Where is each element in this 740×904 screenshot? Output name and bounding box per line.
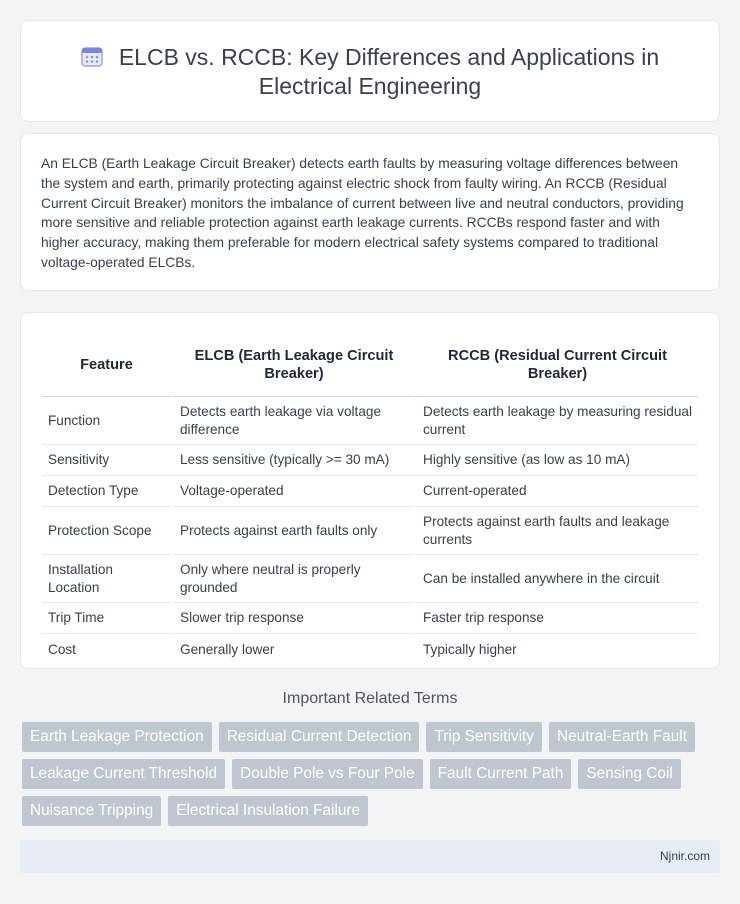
cell-rccb: Typically higher xyxy=(414,634,698,665)
cell-elcb: Less sensitive (typically >= 30 mA) xyxy=(171,445,414,476)
header-rccb: RCCB (Residual Current Circuit Breaker) xyxy=(414,333,698,397)
cell-rccb: Highly sensitive (as low as 10 mA) xyxy=(414,445,698,476)
footer-site-name[interactable]: Njnir.com xyxy=(659,849,710,863)
cell-rccb: Protects against earth faults and leakage currents xyxy=(414,507,698,555)
header-feature: Feature xyxy=(42,333,171,397)
intro-card xyxy=(20,133,720,291)
cell-feature: Detection Type xyxy=(42,476,171,507)
comparison-table xyxy=(42,333,698,665)
table-row xyxy=(42,507,698,555)
footer xyxy=(20,840,720,873)
cell-elcb: Slower trip response xyxy=(171,603,414,634)
cell-rccb: Detects earth leakage by measuring residual current xyxy=(414,397,698,445)
cell-feature: Cost xyxy=(48,641,76,657)
related-term-tag[interactable]: Leakage Current Threshold xyxy=(22,759,225,789)
table-row xyxy=(42,634,698,665)
cell-feature: Trip Time xyxy=(42,603,171,634)
related-terms-heading: Important Related Terms xyxy=(282,690,458,707)
table-row xyxy=(42,476,698,507)
table-row xyxy=(42,555,698,603)
title-card xyxy=(20,20,720,122)
title-line-1: ELCB vs. RCCB: Key Differences and Applications in xyxy=(118,44,660,70)
cell-elcb: Detects earth leakage via voltage difference xyxy=(171,397,414,445)
page-title xyxy=(21,43,719,101)
related-term-tag[interactable]: Trip Sensitivity xyxy=(426,722,542,752)
calendar-icon xyxy=(81,45,103,67)
comparison-card xyxy=(20,312,720,669)
related-term-tag[interactable]: Sensing Coil xyxy=(578,759,680,789)
cell-feature: Installation Location xyxy=(42,555,171,603)
cell-feature: Sensitivity xyxy=(42,445,171,476)
table-row xyxy=(42,603,698,634)
cell-rccb: Current-operated xyxy=(414,476,698,507)
cell-elcb: Voltage-operated xyxy=(171,476,414,507)
related-terms-list xyxy=(22,722,722,826)
cell-feature: Function xyxy=(42,397,171,445)
table-row xyxy=(42,445,698,476)
related-term-tag[interactable]: Residual Current Detection xyxy=(219,722,420,752)
related-term-tag[interactable]: Electrical Insulation Failure xyxy=(168,796,368,826)
header-elcb: ELCB (Earth Leakage Circuit Breaker) xyxy=(171,333,414,397)
related-term-tag[interactable]: Earth Leakage Protection xyxy=(22,722,212,752)
table-row xyxy=(42,397,698,445)
related-term-tag[interactable]: Neutral-Earth Fault xyxy=(549,722,695,752)
cell-elcb: Protects against earth faults only xyxy=(171,507,414,555)
cell-rccb: Faster trip response xyxy=(414,603,698,634)
title-line-2: Electrical Engineering xyxy=(258,73,482,99)
related-term-tag[interactable]: Fault Current Path xyxy=(430,759,572,789)
related-term-tag[interactable]: Nuisance Tripping xyxy=(22,796,161,826)
intro-paragraph: An ELCB (Earth Leakage Circuit Breaker) detects earth faults by measuring voltage differences between the system and earth, primarily protecting against electric shock from faulty wiring. An RCCB (Residual Current Circuit Breaker) monitors the imbalance of current between live and neutral conductors, providing more sensitive and reliable protection against earth leakage currents. RCCBs respond faster and with higher accuracy, making them preferable for modern electrical safety systems compared to traditional voltage-operated ELCBs. xyxy=(41,156,684,270)
cell-elcb: Only where neutral is properly grounded xyxy=(171,555,414,603)
table-header-row xyxy=(42,333,698,397)
related-term-tag[interactable]: Double Pole vs Four Pole xyxy=(232,759,423,789)
cell-rccb: Can be installed anywhere in the circuit xyxy=(414,555,698,603)
cell-elcb: Generally lower xyxy=(171,634,414,665)
cell-feature: Protection Scope xyxy=(42,507,171,555)
